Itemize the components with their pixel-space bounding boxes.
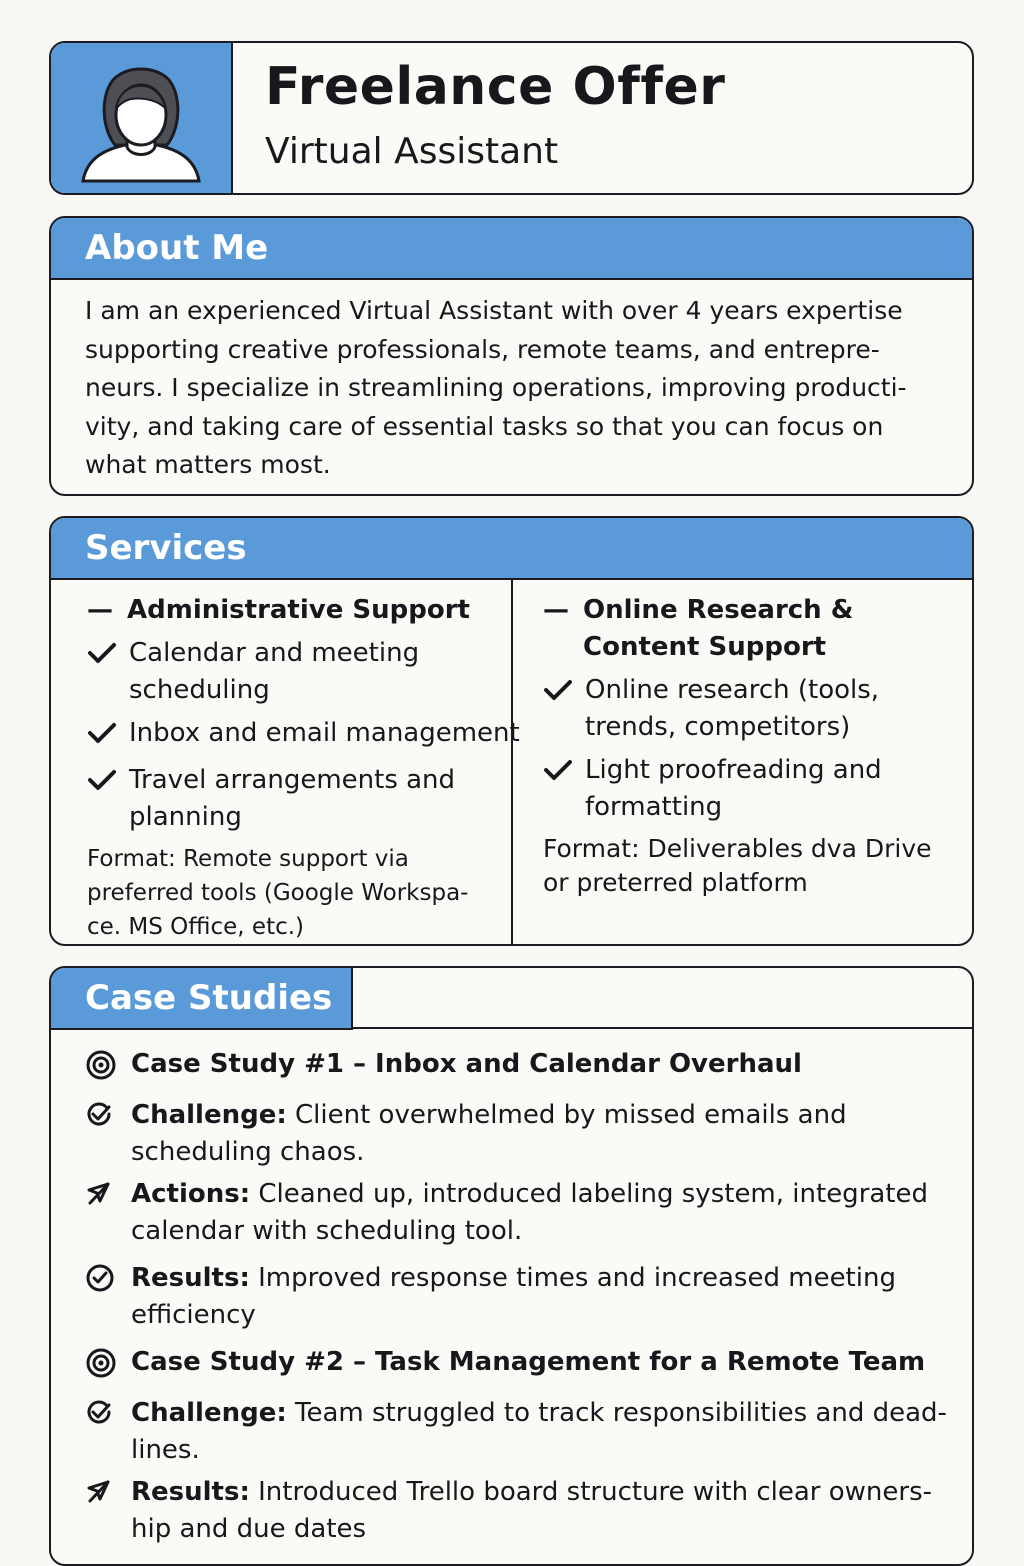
case-challenge [85, 1395, 952, 1469]
case-study-title-text: Case Study #1 – Inbox and Calendar Overhaul [131, 1049, 802, 1079]
header-card [49, 41, 974, 195]
case-studies-body [51, 1030, 972, 1548]
about-heading: About Me [51, 218, 972, 280]
case-challenge [85, 1097, 952, 1171]
checkmark-icon [87, 715, 129, 756]
case-study-title-text: Case Study #2 – Task Management for a Remote Team [131, 1347, 926, 1377]
case-challenge-text [131, 1097, 952, 1171]
service-item-text: Calendar and meeting scheduling [129, 638, 420, 705]
checkmark-icon [543, 752, 585, 826]
dash-icon: — [87, 595, 113, 625]
service-format: Format: Deliverables dva Drive or preterred platform [543, 834, 932, 897]
service-item-text: Inbox and email management [129, 718, 520, 748]
services-card [49, 516, 974, 946]
service-item [87, 635, 511, 709]
case-actions [85, 1176, 952, 1250]
target-icon [85, 1046, 131, 1092]
service-title [543, 592, 962, 666]
checkmark-icon [87, 762, 129, 836]
check-circle-icon [85, 1395, 131, 1469]
page-subtitle: Virtual Assistant [265, 131, 559, 172]
challenge-text: Team struggled to track responsibilities and dead-lines. [131, 1398, 947, 1465]
about-text: I am an experienced Virtual Assistant with over 4 years expertise supporting creative professionals, remote teams, and entrepre-neurs. I specialize in streamlining operations, improving producti-vity, and taking care of essential tasks so that you can focus on what matters most. [85, 296, 907, 479]
checkmark-icon [87, 635, 129, 709]
actions-label: Actions: [131, 1179, 251, 1209]
case-studies-heading: Case Studies [51, 968, 353, 1030]
page-title: Freelance Offer [265, 57, 726, 117]
service-item-text: Online research (tools, trends, competitors) [585, 675, 880, 742]
check-circle-icon [85, 1260, 131, 1334]
case-results-text [131, 1474, 952, 1548]
challenge-text: Client overwhelmed by missed emails and scheduling chaos. [131, 1100, 847, 1167]
target-icon [85, 1344, 131, 1390]
avatar [51, 43, 233, 193]
services-heading: Services [51, 518, 972, 580]
about-card [49, 216, 974, 496]
service-column-admin [51, 578, 520, 944]
service-item [543, 752, 962, 826]
service-item-text: Travel arrangements and planning [129, 765, 456, 832]
checkmark-icon [543, 672, 585, 746]
challenge-label: Challenge: [131, 1100, 287, 1130]
case-study-title [85, 1046, 952, 1092]
arrow-icon [85, 1176, 131, 1250]
challenge-label: Challenge: [131, 1398, 287, 1428]
case-actions-text [131, 1176, 952, 1250]
actions-text: Cleaned up, introduced labeling system, integrated calendar with scheduling tool. [131, 1179, 929, 1246]
results-label: Results: [131, 1263, 250, 1293]
service-item [543, 672, 962, 746]
case-results [85, 1474, 952, 1548]
arrow-icon [85, 1474, 131, 1548]
service-title-text: Online Research & Content Support [583, 595, 854, 662]
service-format: Format: Remote support via preferred tools (Google Workspa-ce. MS Office, etc.) [87, 846, 469, 940]
service-item [87, 715, 520, 756]
case-studies-card [49, 966, 974, 1566]
case-results [85, 1260, 952, 1334]
service-title [87, 592, 511, 629]
case-results-text [131, 1260, 952, 1334]
service-item-text: Light proofreading and formatting [585, 755, 882, 822]
female-avatar-icon [79, 65, 203, 183]
results-label: Results: [131, 1477, 250, 1507]
case-study-title [85, 1344, 952, 1390]
service-column-research [513, 578, 972, 944]
results-text: Improved response times and increased meeting efficiency [131, 1263, 896, 1330]
case-challenge-text [131, 1395, 952, 1469]
service-item [87, 762, 511, 836]
dash-icon: — [543, 595, 569, 625]
check-circle-icon [85, 1097, 131, 1171]
service-title-text: Administrative Support [127, 595, 470, 625]
results-text: Introduced Trello board structure with clear owners-hip and due dates [131, 1477, 933, 1544]
